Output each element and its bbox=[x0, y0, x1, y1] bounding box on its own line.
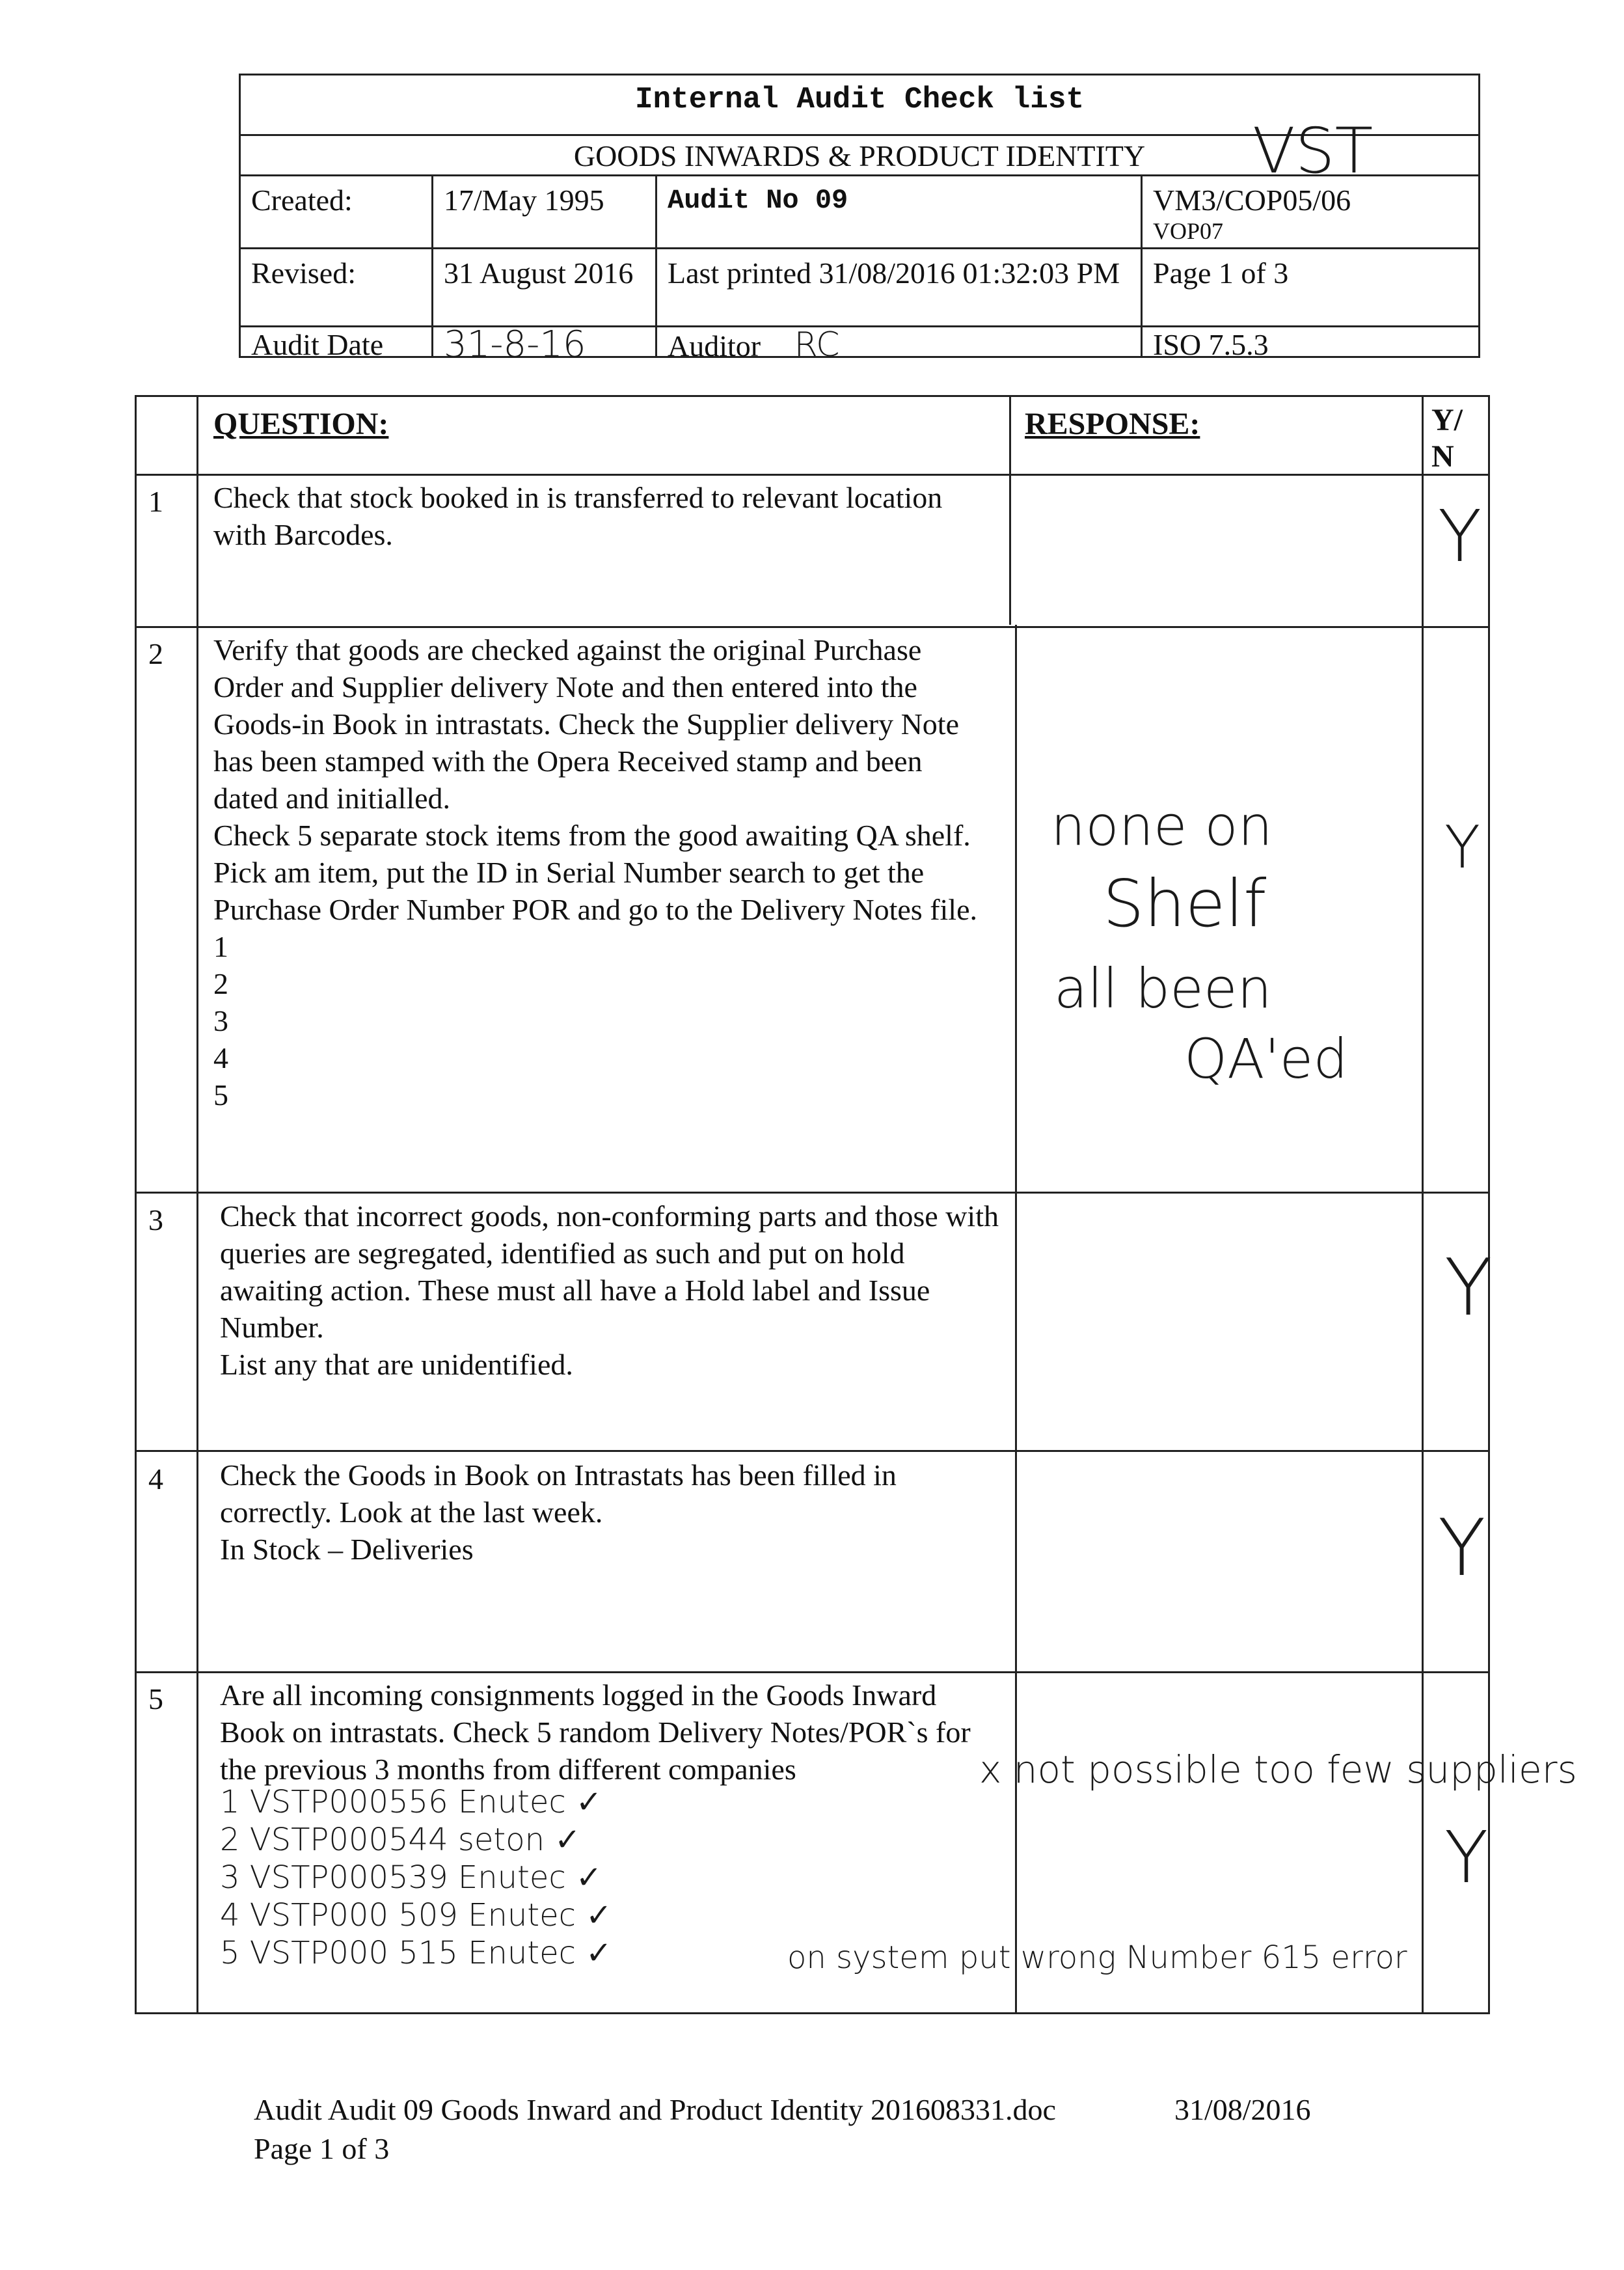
header-audit-date-row bbox=[241, 323, 1478, 366]
created-value: 17/May 1995 bbox=[433, 176, 657, 247]
question-column-header: QUESTION: bbox=[213, 407, 389, 441]
footer-filename: Audit Audit 09 Goods Inward and Product Identity 201608331.doc bbox=[254, 2093, 1056, 2126]
row-5-question: Are all incoming consignments logged in the Goods Inward Book on intrastats. Check 5 random Delivery Notes/POR`s for the previous 3 months from different companies bbox=[220, 1678, 971, 1786]
row-4-number: 4 bbox=[148, 1462, 163, 1496]
row-3-number: 3 bbox=[148, 1203, 163, 1237]
header-table bbox=[239, 74, 1480, 366]
list-item: 3 bbox=[213, 1004, 228, 1037]
audit-number: Audit No 09 bbox=[657, 176, 1143, 247]
list-item: 2 VSTP000544 seton ✓ bbox=[220, 1822, 581, 1858]
row-2-response-line-3: all been bbox=[1054, 957, 1272, 1020]
row-4-answer: Y bbox=[1438, 1503, 1486, 1594]
list-item: 3 VSTP000539 Enutec ✓ bbox=[220, 1859, 602, 1896]
list-item: 4 bbox=[213, 1041, 228, 1074]
created-label: Created: bbox=[241, 176, 433, 247]
yn-column-header: Y/ N bbox=[1431, 403, 1463, 474]
row-5-answer: Y bbox=[1444, 1816, 1489, 1899]
row-4-question-part-b: In Stock – Deliveries bbox=[220, 1533, 474, 1566]
last-printed: Last printed 31/08/2016 01:32:03 PM bbox=[657, 249, 1143, 325]
row-divider bbox=[137, 474, 1488, 476]
row-3-answer: Y bbox=[1444, 1243, 1493, 1333]
row-5-entries bbox=[220, 1783, 612, 1972]
response-column-header: RESPONSE: bbox=[1025, 407, 1200, 441]
list-item: 2 bbox=[213, 967, 228, 1000]
reference-cell bbox=[1143, 176, 1478, 247]
row-4-question bbox=[220, 1456, 1001, 1568]
row-2-response-line-2: Shelf bbox=[1103, 866, 1267, 942]
footer-page: Page 1 of 3 bbox=[254, 2132, 390, 2165]
auditor-signature: RC bbox=[794, 325, 840, 364]
row-3-question bbox=[220, 1197, 1001, 1383]
column-divider bbox=[1015, 625, 1017, 2012]
header-created-row bbox=[241, 176, 1478, 249]
row-5-response: x not possible too few suppliers bbox=[979, 1747, 1577, 1792]
row-2-question bbox=[213, 631, 994, 1114]
audit-date-cell bbox=[433, 323, 657, 366]
row-2-response-line-4: QA'ed bbox=[1184, 1027, 1348, 1091]
reference-sub: VOP07 bbox=[1153, 218, 1224, 244]
row-2-number: 2 bbox=[148, 637, 163, 670]
row-2-question-part-a: Verify that goods are checked against the original Purchase Order and Supplier delivery Note and then entered into the Goods-in Book in intrastats. Check the Supplier delivery Note has been stamped with the Opera Received stamp and been dated and initialled. bbox=[213, 633, 959, 815]
footer-date: 31/08/2016 bbox=[1174, 2093, 1311, 2126]
handwritten-vst: VST bbox=[1252, 115, 1374, 187]
checklist-table bbox=[135, 395, 1577, 2014]
row-4-question-part-a: Check the Goods in Book on Intrastats has been filled in correctly. Look at the last week. bbox=[220, 1458, 897, 1529]
column-divider bbox=[196, 397, 198, 2012]
row-divider bbox=[137, 626, 1488, 628]
auditor-cell bbox=[657, 325, 1143, 364]
row-divider bbox=[137, 1192, 1488, 1194]
document-subtitle: GOODS INWARDS & PRODUCT IDENTITY bbox=[573, 139, 1146, 172]
header-revised-row bbox=[241, 249, 1478, 327]
row-5-number: 5 bbox=[148, 1682, 163, 1716]
audit-date-handwritten: 31-8-16 bbox=[444, 323, 586, 366]
audit-date-label: Audit Date bbox=[241, 327, 433, 358]
row-divider bbox=[137, 1450, 1488, 1452]
list-item: 1 VSTP000556 Enutec ✓ bbox=[220, 1784, 602, 1820]
row-2-answer: Y bbox=[1444, 814, 1480, 882]
row-2-question-part-b: Check 5 separate stock items from the good awaiting QA shelf. Pick am item, put the ID in Serial Number search to get the Purchase Order Number POR and go to the Delivery Notes file. bbox=[213, 819, 977, 926]
iso-reference: ISO 7.5.3 bbox=[1153, 328, 1269, 361]
row-1-question: Check that stock booked in is transferred to relevant location with Barcodes. bbox=[213, 481, 943, 551]
list-item: 1 bbox=[213, 930, 228, 963]
revised-value: 31 August 2016 bbox=[433, 249, 657, 325]
document-title: Internal Audit Check list bbox=[634, 83, 1085, 116]
row-3-question-part-a: Check that incorrect goods, non-conforming parts and those with queries are segregated, identified as such and put on hold awaiting action. These must all have a Hold label and Issue Number. bbox=[220, 1199, 999, 1344]
row-3-question-part-b: List any that are unidentified. bbox=[220, 1348, 573, 1381]
revised-label: Revised: bbox=[241, 249, 433, 325]
row-2-response-line-1: none on bbox=[1051, 794, 1273, 858]
page-indicator: Page 1 of 3 bbox=[1153, 256, 1289, 290]
list-item: 5 bbox=[213, 1078, 228, 1112]
column-divider bbox=[1009, 397, 1011, 625]
row-5-note: on system put wrong Number 615 error bbox=[787, 1939, 1407, 1976]
row-divider bbox=[137, 1671, 1488, 1673]
list-item: 4 VSTP000 509 Enutec ✓ bbox=[220, 1897, 612, 1934]
list-item: 5 VSTP000 515 Enutec ✓ bbox=[220, 1935, 612, 1971]
reference-code: VM3/COP05/06 bbox=[1153, 184, 1351, 217]
row-1-number: 1 bbox=[148, 485, 163, 518]
row-1-answer: Y bbox=[1438, 495, 1482, 578]
auditor-label: Auditor bbox=[668, 329, 761, 362]
